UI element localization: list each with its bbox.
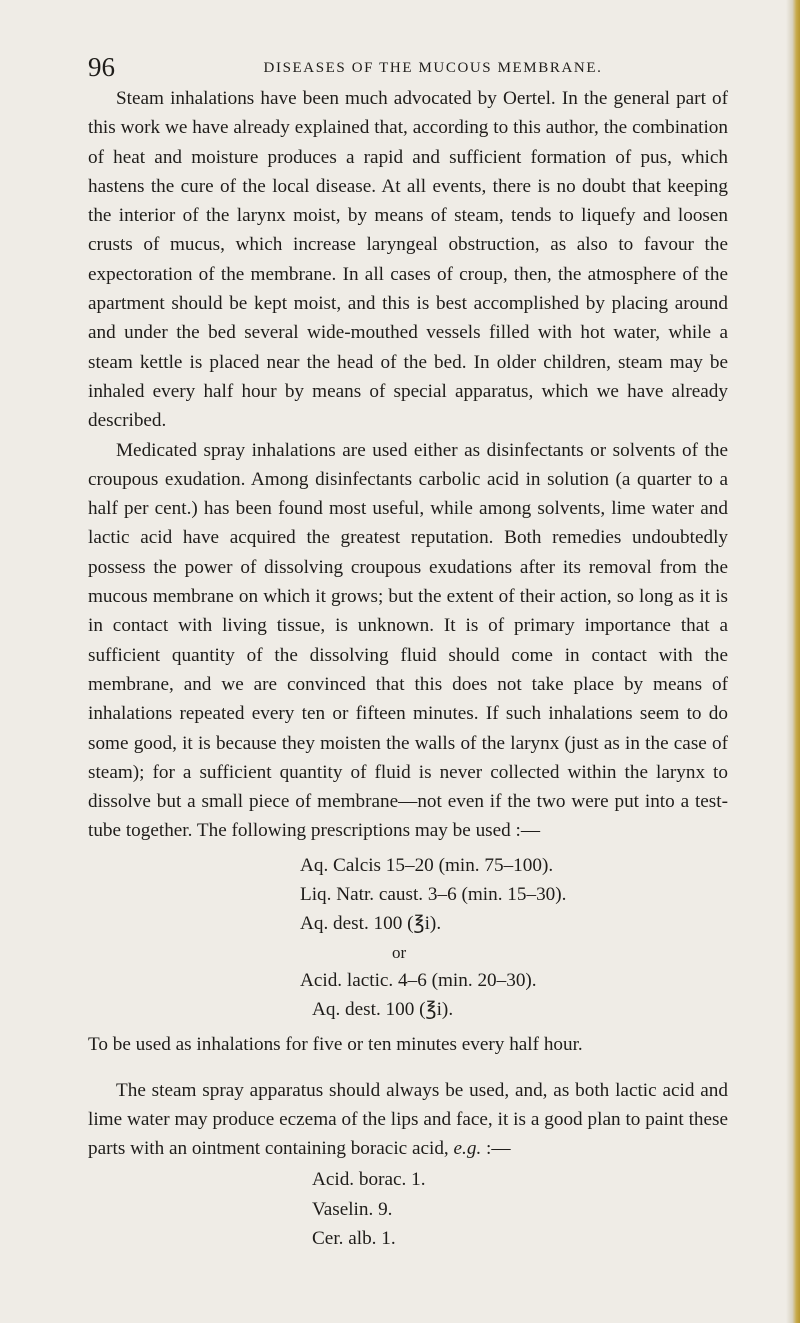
- prescription-list-1: [88, 851, 728, 1024]
- prescription-line: Acid. lactic. 4–6 (min. 20–30).: [300, 969, 537, 991]
- prescription-line: Acid. borac. 1.: [312, 1169, 426, 1191]
- prescription-line: Aq. Calcis 15–20 (min. 75–100).: [300, 854, 554, 876]
- paragraph-text: :—: [481, 1138, 511, 1160]
- page-number: 96: [88, 52, 115, 82]
- eg-abbrev: e.g.: [453, 1138, 482, 1160]
- paragraph-medicated-spray: Medicated spray inhalations are used either as disinfectants or solvents of the croupous exudation. Among disinfectants carbolic acid in solution (a quarter to a half per cent.) has been found most useful, while among solvents, lime water and lactic acid have acquired the greatest reputation. Both remedies undoubtedly possess the power of dissolving croupous exudations after its removal from the mucous membrane on which it grows; but the extent of their action, so long as it is in contact with living tissue, is unknown. It is of primary importance that a sufficient quantity of the dissolving fluid should come in contact with the membrane, and we are convinced that this does not take place by means of inhalations repeated every ten or fifteen minutes. If such inhalations seem to do some good, it is because they moisten the walls of the larynx (just as in the case of steam); for a sufficient quantity of fluid is never collected within the larynx to dissolve but a small piece of membrane—not even if the two were put into a test-tube together. The following prescriptions may be used :—: [88, 439, 728, 842]
- prescription-line: Vaselin. 9.: [312, 1198, 393, 1220]
- page-body: [88, 84, 728, 1253]
- prescription-line: Aq. dest. 100 (℥i).: [300, 913, 442, 935]
- prescription-line: Cer. alb. 1.: [312, 1227, 396, 1249]
- paragraph-steam-inhalations: Steam inhalations have been much advocated by Oertel. In the general part of this work we have already explained that, according to this author, the combination of heat and moisture produces a rapid and sufficient formation of pus, which hastens the cure of the local disease. At all events, there is no doubt that keeping the interior of the larynx moist, by means of steam, tends to liquefy and loosen crusts of mucus, which increase laryngeal obstruction, as also to favour the expectoration of the membrane. In all cases of croup, then, the atmosphere of the apartment should be kept moist, and this is best accomplished by placing around and under the bed several wide-mouthed vessels filled with hot water, while a steam kettle is placed near the head of the bed. In older children, steam may be inhaled every half hour by means of special apparatus, which we have already described.: [88, 88, 728, 432]
- page-edge: [786, 0, 800, 1323]
- running-head: DISEASES OF THE MUCOUS MEMBRANE.: [263, 60, 603, 76]
- paragraph-usage-note: To be used as inhalations for five or ten minutes every half hour.: [88, 1034, 583, 1056]
- paragraph-steam-spray: [88, 1076, 728, 1164]
- prescription-or: or: [392, 942, 407, 962]
- paragraph-text: The steam spray apparatus should always be used, and, as both lactic acid and lime water may produce eczema of the lips and face, it is a good plan to paint these parts with an ointment containing boracic acid,: [88, 1079, 728, 1160]
- page-header: [88, 52, 728, 82]
- prescription-list-2: [88, 1165, 728, 1253]
- prescription-line: Liq. Natr. caust. 3–6 (min. 15–30).: [300, 884, 567, 906]
- prescription-line: Aq. dest. 100 (℥i).: [312, 998, 454, 1020]
